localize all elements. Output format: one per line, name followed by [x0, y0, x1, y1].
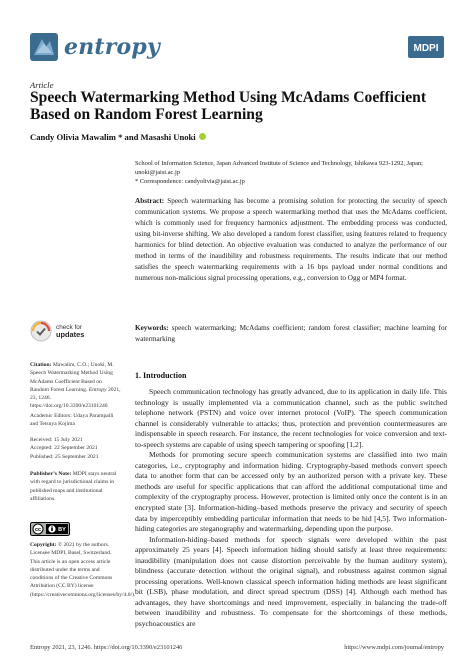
published-date: Published: 25 September 2021 [30, 453, 99, 460]
cc-by-license-icon[interactable] [30, 522, 70, 536]
check-line-1: check for [56, 324, 82, 331]
citation-label: Citation: [30, 362, 52, 368]
copyright-block [30, 541, 136, 599]
publisher-note [30, 470, 122, 503]
article-type: Article [30, 80, 54, 90]
check-line-2: updates [56, 330, 85, 339]
keywords-label: Keywords: [135, 324, 169, 332]
citation-journal: Entropy [88, 386, 107, 393]
page-footer [30, 644, 444, 651]
citation-text: Mawalim, C.O.; Unoki, M. Speech Watermarking Method Using McAdams Coefficient Based on Random Forest Learning. [30, 362, 114, 393]
journal-logo[interactable] [30, 33, 160, 61]
editors-label: Academic Editors: [30, 413, 72, 419]
check-for-updates-button[interactable] [30, 320, 84, 342]
abstract-text: Speech watermarking has become a promising solution for protecting the security of speech communication systems. We propose a speech watermarking method that uses the McAdams coefficient, which is commonly used for frequency harmonics adjustment. The embedding process was conducted, using bit-inverse shifting. We also developed a random forest classifier, using features related to frequency harmonics for blind detection. An objective evaluation was conducted to analyze the performance of our method in terms of the inaudibility and robustness requirements. The results indicate that our method satisfies the speech watermarking requirements with a 16 bps payload under normal conditions and numerous non-malicious signal processing operations, e.g., conversion to Ogg or MP4 format. [135, 197, 447, 282]
affiliations [135, 159, 447, 186]
journal-name: entropy [64, 34, 160, 60]
abstract [135, 196, 447, 284]
abstract-label: Abstract: [135, 197, 165, 205]
citation-details[interactable]: 2021, 23, 1246. https://doi.org/10.3390/e23101246 [30, 386, 121, 410]
paragraph-1: Speech communication technology has greatly advanced, due to its application in daily life. This technology is usually implemented via a communication channel, such as the public switched telephone network (PSTN) and voice over internet protocol (VoIP). The speech communication channel is considerably vulnerable to attacks; thus, protection and prevention countermeasures are indispensable in speech research. For instance, the recent technologies for voice conversion and text-to-speech systems are capable of using speech tampering or spoofing [1,2]. [135, 387, 447, 449]
authors-text: Candy Olivia Mawalim * and Masashi Unoki [30, 132, 196, 142]
affiliation-1: School of Information Science, Japan Advanced Institute of Science and Technology, Ishikawa 923-1292, Japan; unoki@jaist.ac.jp [135, 160, 423, 176]
received-date: Received: 15 July 2021 [30, 437, 83, 443]
citation-block [30, 361, 122, 411]
dates-block [30, 436, 122, 461]
note-label: Publisher’s Note: [30, 471, 72, 477]
keywords-text: speech watermarking; McAdams coefficient; random forest classifier; machine learning for watermarking [135, 324, 448, 343]
section-heading: 1. Introduction [135, 371, 187, 380]
correspondence: * Correspondence: candyolivia@jaist.ac.jp [135, 178, 245, 185]
mdpi-logo-icon[interactable] [408, 36, 444, 58]
paper-title: Speech Watermarking Method Using McAdams Coefficient Based on Random Forest Learning [30, 89, 427, 123]
accepted-date: Accepted: 22 September 2021 [30, 445, 98, 452]
footer-citation: Entropy 2021, 23, 1246. https://doi.org/10.3390/e23101246 [30, 644, 183, 651]
svg-text:cc: cc [34, 527, 42, 534]
paragraph-2: Methods for promoting secure speech communication systems are classified into two main categories, i.e., cryptography and information hiding. Cryptography-based methods convert speech data to another form that can be accessed only by an authorized person with a private key. These methods are useful for specific applications that can afford the additional computational time and complexity of the cryptography process. However, protection is limited only once the content is in an encrypted state [3]. Information-hiding–based methods preserve the privacy and security of speech data by imperceptibly embedding particular information that needs to be hid [4,5]. Two information-hiding categories are steganography and watermarking, depending upon the purpose. [135, 450, 447, 534]
author-list [30, 132, 207, 142]
orcid-icon[interactable] [199, 133, 206, 140]
entropy-logo-icon [30, 33, 58, 61]
academic-editors [30, 412, 122, 429]
mdpi-badge-text: MDPI [413, 43, 439, 54]
body-text [135, 387, 447, 630]
svg-text:BY: BY [58, 527, 66, 534]
note-text: MDPI stays neutral with regard to jurisdictional claims in published maps and institutional affiliations. [30, 471, 117, 502]
copyright-label: Copyright: [30, 542, 57, 548]
copyright-text: © 2021 by the authors. Licensee MDPI, Basel, Switzerland. This article is an open access article distributed under the terms and conditions of the Creative Commons Attribution (CC BY) license (https://creativecommons.org/licenses/by/4.0/). [30, 542, 136, 598]
keywords [135, 323, 447, 345]
paragraph-3: Information-hiding–based methods for speech signals were developed within the past approximately 25 years [4]. Speech information hiding should satisfy at least three requirements: inaudibility (manipulation does not cause distortion perceivable by the human auditory system), blindness (accurate detection without the original signal), and robustness against common signal processing operations. Well-known classical speech information hiding methods are least significant bit (LSB), phase modulation, and direct spread spectrum (DSS) [4]. Although each method has advantages, they have shortcomings and need improvement, especially in balancing the trade-off between inaudibility and robustness. To compensate for the shortcomings of these methods, psychoacoustics are [135, 534, 447, 629]
check-updates-icon [30, 320, 52, 342]
editors-text: Udaya Parampalli and Tetsuya Kojima [30, 413, 114, 428]
footer-journal-link[interactable]: https://www.mdpi.com/journal/entropy [344, 644, 444, 651]
